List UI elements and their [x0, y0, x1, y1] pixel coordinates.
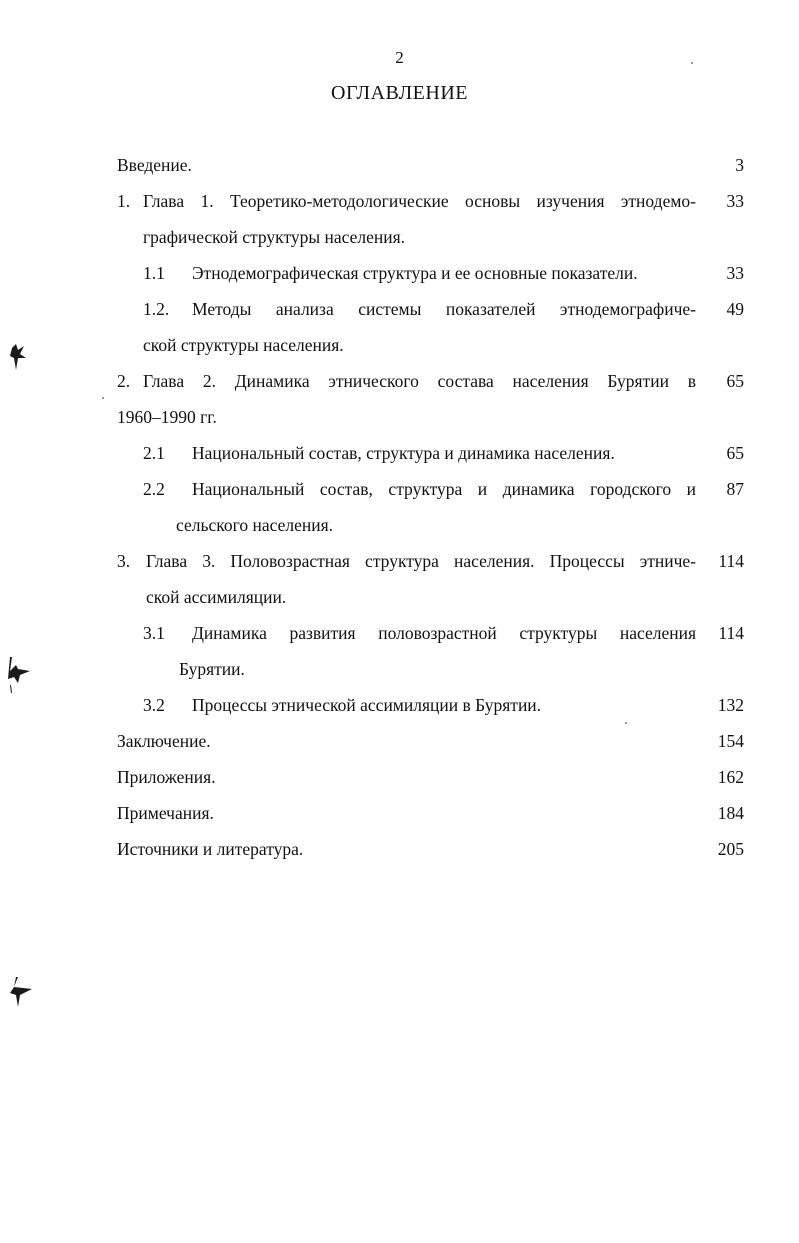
toc-entry-chapter-3-cont: ской ассимиляции.: [146, 587, 287, 607]
toc-entry-line: Методы анализа системы показателей этнодемографиче-: [192, 299, 696, 319]
toc-page-section-1-1: 33: [726, 263, 744, 283]
toc-entry-number: 2.: [117, 371, 131, 391]
toc-entry-intro[interactable]: [117, 147, 192, 183]
toc-page-section-1-2: 49: [726, 299, 744, 319]
toc-page-section-3-1: 114: [718, 623, 744, 643]
toc-entry-notes[interactable]: Примечания.: [117, 803, 214, 823]
toc-entry-number: 1.: [117, 191, 131, 211]
toc-entry-section-3-2[interactable]: [143, 687, 165, 723]
toc-entry-chapter-2-text: [143, 363, 696, 399]
toc-page-section-3-2: 132: [717, 695, 744, 715]
toc-entry-number: 1.1: [143, 263, 165, 283]
toc-entry-chapter-1[interactable]: [117, 183, 130, 219]
scan-artifact-mark: [6, 340, 30, 376]
scan-speck: [102, 397, 104, 399]
scan-speck: [691, 62, 693, 64]
toc-entry-chapter-2-cont: 1960–1990 гг.: [117, 407, 217, 427]
toc-page-notes: 184: [717, 803, 744, 823]
toc-entry-line: Динамика развития половозрастной структуры населения: [192, 623, 696, 643]
toc-entry-line: Национальный состав, структура и динамика городского и: [192, 479, 696, 499]
toc-entry-section-2-2[interactable]: [143, 471, 165, 507]
toc-entry-chapter-1-text: [143, 183, 696, 255]
toc-entry-section-3-2-text: Процессы этнической ассимиляции в Бурятии.: [192, 695, 542, 715]
toc-entry-number: 3.2: [143, 695, 165, 715]
toc-page-conclusion: 154: [717, 731, 744, 751]
toc-entry-number: 2.1: [143, 443, 165, 463]
scan-speck: [625, 722, 627, 724]
toc-entry-section-3-1[interactable]: [143, 615, 165, 651]
page-title: ОГЛАВЛЕНИЕ: [331, 82, 468, 104]
toc-page-chapter-1: 33: [726, 191, 744, 211]
toc-entry-section-1-2-cont: ской структуры населения.: [143, 335, 344, 355]
toc-entry-section-1-1[interactable]: [143, 255, 165, 291]
toc-entry-line: Глава 2. Динамика этнического состава населения Бурятии в: [143, 371, 696, 391]
toc-entry-section-2-2-cont: сельского населения.: [176, 515, 333, 535]
toc-page-sources: 205: [717, 839, 744, 859]
toc-entry-number: 3.: [117, 551, 131, 571]
toc-entry-chapter-3[interactable]: [117, 543, 130, 579]
toc-entry-number: 1.2.: [143, 299, 170, 319]
toc-entry-conclusion[interactable]: Заключение.: [117, 731, 211, 751]
toc-entry-chapter-3-text: [146, 543, 696, 579]
toc-entry-section-2-1[interactable]: [143, 435, 165, 471]
toc-entry-line: Глава 1. Теоретико-методологические основы изучения этнодемо-: [143, 191, 696, 211]
toc-entry-line: графической структуры населения.: [143, 227, 406, 247]
toc-entry-section-1-2[interactable]: [143, 291, 169, 327]
toc-page-chapter-2: 65: [726, 371, 744, 391]
toc-entry-number: 2.2: [143, 479, 165, 499]
toc-entry-section-3-1-cont: Бурятии.: [179, 659, 245, 679]
toc-entry-appendices[interactable]: Приложения.: [117, 767, 216, 787]
toc-entry-section-2-1-text: Национальный состав, структура и динамика населения.: [192, 443, 615, 463]
toc-page-section-2-1: 65: [726, 443, 744, 463]
toc-page-appendices: 162: [717, 767, 744, 787]
scan-artifact-mark: [4, 655, 36, 697]
page-number: 2: [395, 48, 404, 67]
toc-entry-label: Введение.: [117, 155, 192, 175]
toc-entry-line: Глава 3. Половозрастная структура населения. Процессы этниче-: [146, 551, 696, 571]
toc-page-section-2-2: 87: [726, 479, 744, 499]
toc-entry-section-2-2-text: [192, 471, 696, 507]
toc-entry-section-1-2-text: [192, 291, 696, 327]
scan-artifact-mark: [6, 975, 36, 1011]
toc-page-intro: 3: [735, 155, 744, 175]
toc-entry-number: 3.1: [143, 623, 165, 643]
toc-entry-chapter-2[interactable]: [117, 363, 130, 399]
toc-entry-section-3-1-text: [192, 615, 696, 651]
toc-entry-sources[interactable]: Источники и литература.: [117, 839, 304, 859]
toc-page-chapter-3: 114: [718, 551, 744, 571]
toc-entry-section-1-1-text: Этнодемографическая структура и ее основные показатели.: [192, 263, 638, 283]
